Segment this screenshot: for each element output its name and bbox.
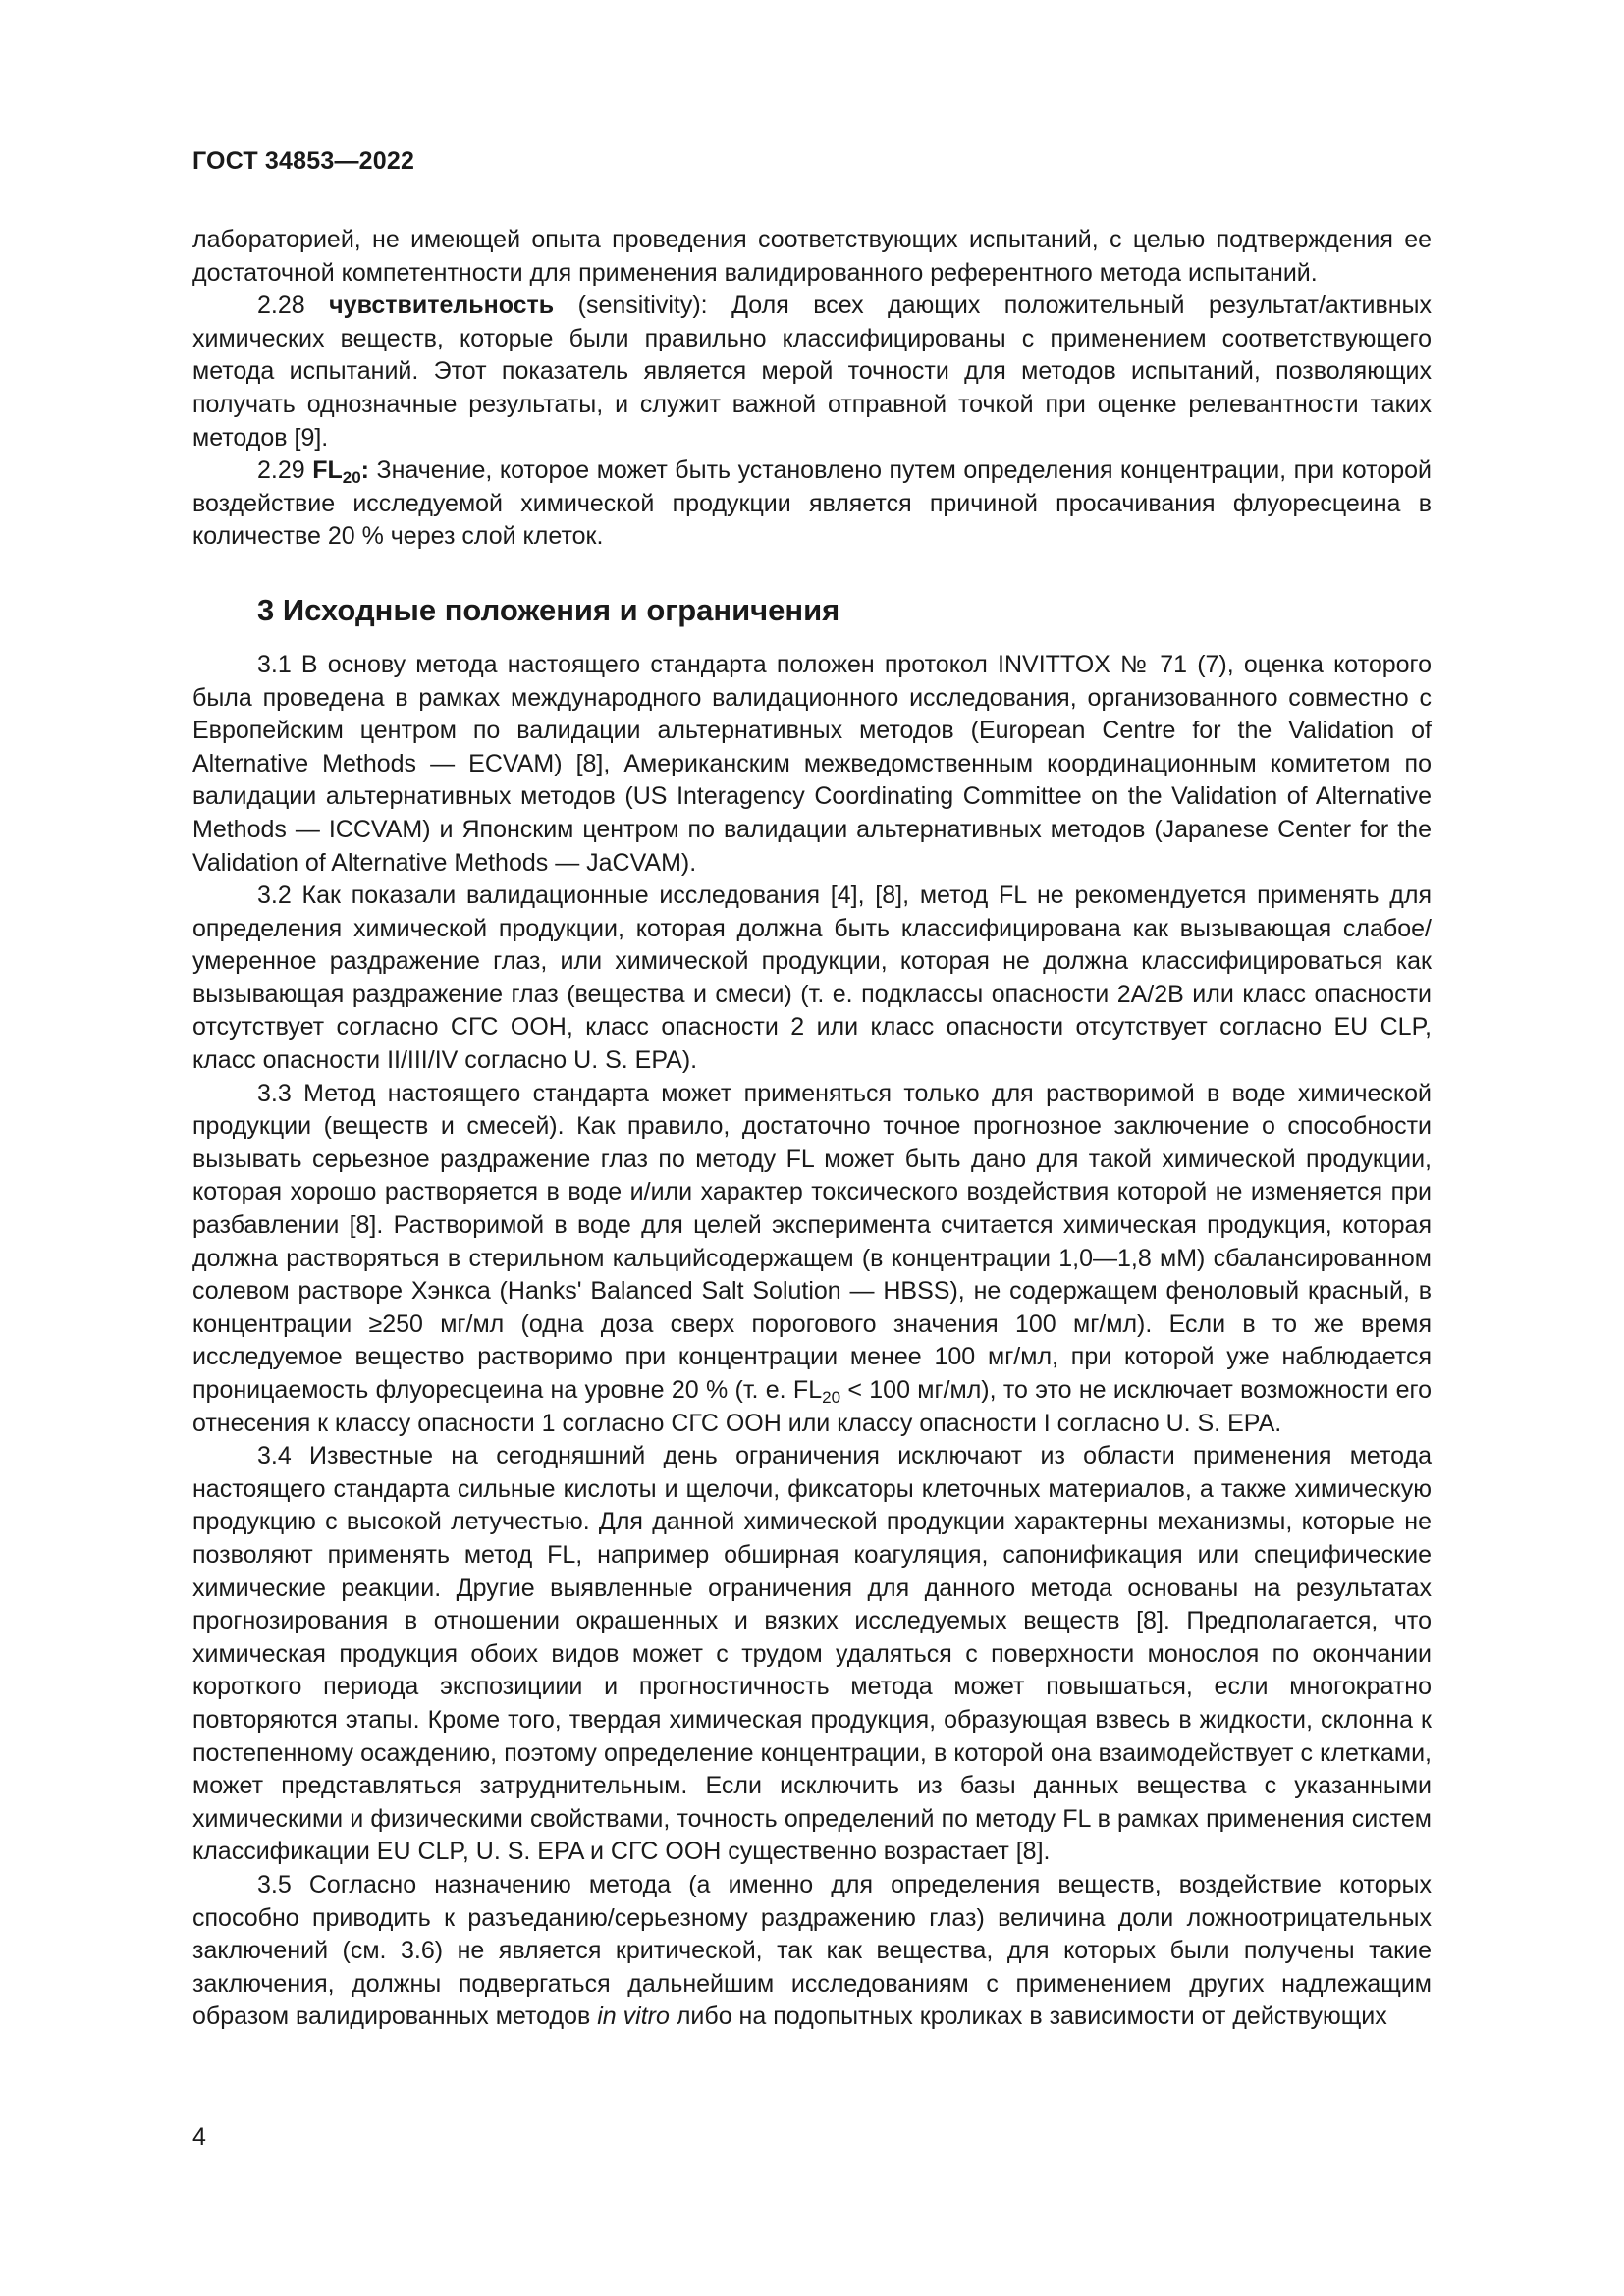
paragraph-3-2: 3.2 Как показали валидационные исследования [4], [8], метод FL не рекомендуется применять для определения химической продукции, которая должна быть классифицирована как вызывающая слабое/умеренное раздражение глаз, или химической продукции, которая не должна классифицироваться как вызывающая раздражение глаз (вещества и смеси) (т. е. подклассы опасности 2A/2B или класс опасности отсутствует согласно СГС ООН, класс опасности 2 или класс опасности отсутствует согласно EU CLP, класс опасности II/III/IV согласно U. S. EPA).: [192, 881, 1432, 1075]
page-number: 4: [192, 2123, 206, 2151]
paragraph-2-28: [192, 290, 1432, 454]
paragraph-3-3: 3.3 Метод настоящего стандарта может применяться только для растворимой в воде химической продукции (веществ и смесей). Как правило, достаточно точное прогнозное заключение о способности вызывать серьезное раздражение глаз по методу FL может быть дано для такой химической продукции, которая хорошо растворяется в воде и/или характер токсического воздействия которой не изменяется при разбавлении [8]. Растворимой в воде для целей эксперимента считается химическая продукция, которая должна растворяться в стерильном кальцийсодержащем (в концентрации 1,0—1,8 мМ) сбалансированном солевом растворе Хэнкса (Hanks' Balanced Salt Solution — HBSS), не содержащем феноловый красный, в концентрации ≥250 мг/мл (одна доза сверх порогового значения 100 мг/мл). Если в то же время исследуемое вещество растворимо при концентрации менее 100 мг/мл, при которой уже наблюдается проницаемость флуоресцеина на уровне 20 % (т. е. $FL_{20} < 100$ мг/мл), то это не исключает возможности его отнесения к классу опасности 1 согласно СГС ООН или классу опасности I согласно U. S. EPA.: [192, 1079, 1433, 1437]
paragraph-continuation: лабораторией, не имеющей опыта проведения соответствующих испытаний, с целью подтверждения ее достаточной компетентности для применения валидированного референтного метода испытаний.: [192, 226, 1432, 287]
definition-text: (sensitivity): Доля всех дающих положительный результат/активных химических веществ, которые были правильно классифицированы с применением соответствующего метода испытаний. Этот показатель является мерой точности для методов испытаний, позволяющих получать однозначные результаты, и служит важной отправной точкой при оценке релевантности таких методов [9].: [192, 292, 1433, 452]
paragraph-2-29: [192, 454, 1432, 554]
paragraph-3-1: 3.1 В основу метода настоящего стандарта положен протокол INVITTOX № 71 (7), оценка которого была проведена в рамках международного валидационного исследования, организованного совместно с Европейским центром по валидации альтернативных методов (European Centre for the Validation of Alternative Methods — ECVAM) [8], Американским межведомственным координационным комитетом по валидации альтернативных методов (US Interagency Coordinating Committee on the Validation of Alternative Methods — ICCVAM) и Японским центром по валидации альтернативных методов (Japanese Center for the Validation of Alternative Methods — JaCVAM).: [192, 650, 1432, 877]
document-header: ГОСТ 34853—2022: [192, 147, 415, 175]
section-3-title: 3 Исходные положения и ограничения: [257, 592, 840, 627]
term-sensitivity: чувствительность: [329, 292, 555, 320]
paragraph-3-4: 3.4 Известные на сегодняшний день ограничения исключают из области применения метода настоящего стандарта сильные кислоты и щелочи, фиксаторы клеточных материалов, а также химическую продукцию с высокой летучестью. Для данной химической продукции характерны механизмы, которые не позволяют применять метод FL, например обширная коагуляция, сапонификация или специфические химические реакции. Другие выявленные ограничения для данного метода основаны на результатах прогнозирования в отношении окрашенных и вязких исследуемых веществ [8]. Предполагается, что химическая продукция обоих видов может с трудом удаляться с поверхности монослоя по окончании короткого периода экспозициии и прогностичность метода может повышаться, если многократно повторяются этапы. Кроме того, твердая химическая продукция, образующая взвесь в жидкости, склонна к постепенному осаждению, поэтому определение концентрации, в которой она взаимодействует с клетками, может представляться затруднительным. Если исключить из базы данных вещества с указанными химическими и физическими свойствами, точность определений по методу FL в рамках применения систем классификации EU CLP, U. S. EPA и СГС ООН существенно возрастает [8].: [192, 1442, 1432, 1866]
clause-number: 2.28: [257, 292, 305, 320]
term-fl20: $FL_{20}$:: [312, 456, 369, 488]
clause-number: 2.29: [257, 456, 305, 485]
document-body: [192, 224, 1432, 2034]
paragraph-3-5: 3.5 Согласно назначению метода (а именно для определения веществ, воздействие которых способно приводить к разъеданию/серьезному раздражению глаз) величина доли ложноотрицательных заключений (см. 3.6) не является критической, так как вещества, для которых были получены такие заключения, должны подвергаться дальнейшим исследованиям с применением других надлежащим образом валидированных методов in vitro либо на подопытных кроликах в зависимости от действующих: [192, 1870, 1432, 2031]
definition-text: Значение, которое может быть установлено путем определения концентрации, при которой воздействие исследуемой химической продукции является причиной просачивания флуоресцеина в количестве 20 % через слой клеток.: [192, 456, 1432, 551]
